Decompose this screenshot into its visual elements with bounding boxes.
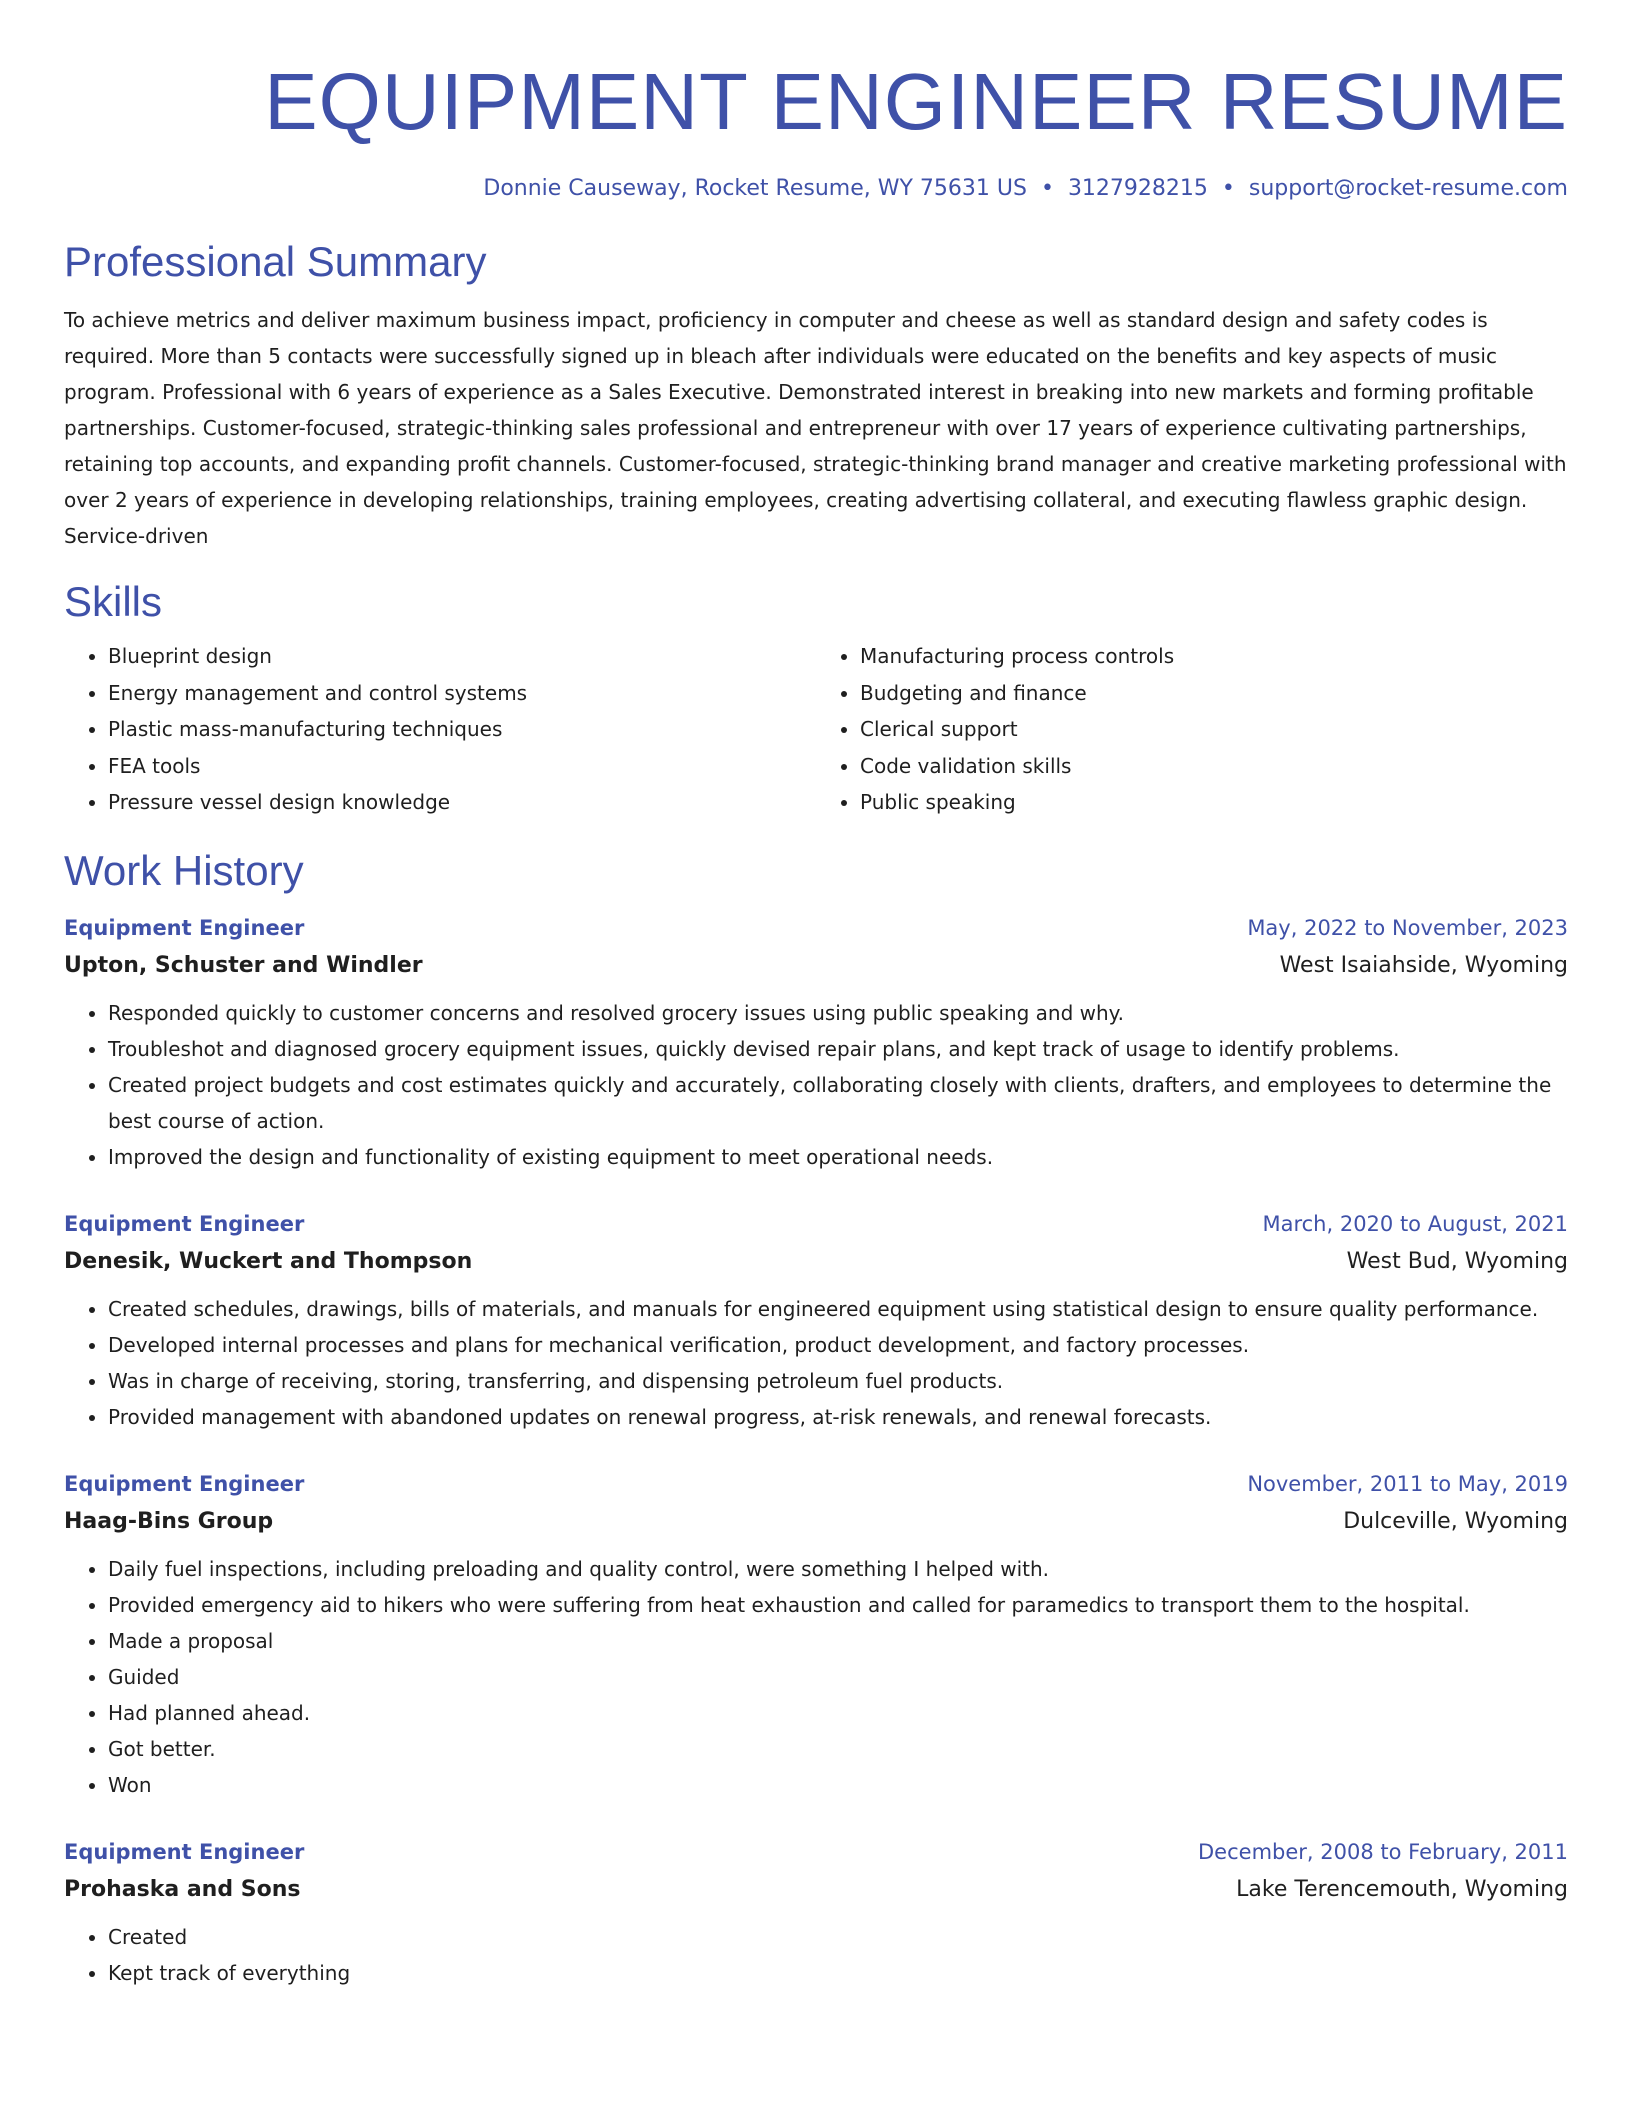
skill-item: • Energy management and control systems: [108, 675, 816, 712]
contact-address: Donnie Causeway, Rocket Resume, WY 75631 US: [483, 176, 1027, 201]
job-bullet: • Kept track of everything: [108, 1955, 1568, 1991]
contact-separator: •: [1221, 176, 1235, 201]
job-bullet: • Won: [108, 1767, 1568, 1803]
job-bullet: • Responded quickly to customer concerns and resolved grocery issues using public speaking and why.: [108, 995, 1568, 1031]
job-bullet: • Created project budgets and cost estimates quickly and accurately, collaborating closely with clients, drafters, and employees to determine the best course of action.: [108, 1067, 1568, 1139]
contact-separator: •: [1040, 176, 1054, 201]
skill-item: • Manufacturing process controls: [860, 638, 1568, 675]
job-company-row: [64, 1871, 1568, 1909]
job-company: Upton, Schuster and Windler: [64, 952, 423, 978]
job-bullet: • Was in charge of receiving, storing, transferring, and dispensing petroleum fuel products.: [108, 1363, 1568, 1399]
job-bullet: • Improved the design and functionality of existing equipment to meet operational needs.: [108, 1139, 1568, 1175]
job-bullets: [64, 1919, 1568, 1991]
job-header-row: [64, 1465, 1568, 1503]
job-company: Denesik, Wuckert and Thompson: [64, 1248, 473, 1274]
contact-line: [64, 174, 1568, 204]
job-bullet: • Developed internal processes and plans for mechanical verification, product development, and factory processes.: [108, 1327, 1568, 1363]
job-bullets: [64, 1291, 1568, 1435]
job-bullet: • Got better.: [108, 1731, 1568, 1767]
job-company-row: [64, 1503, 1568, 1541]
skill-item: • Public speaking: [860, 784, 1568, 821]
contact-email: support@rocket-resume.com: [1248, 176, 1568, 201]
summary-heading: Professional Summary: [64, 238, 487, 285]
job-bullet: • Created schedules, drawings, bills of materials, and manuals for engineered equipment using statistical design to ensure quality performance.: [108, 1291, 1568, 1327]
job-bullet: • Daily fuel inspections, including preloading and quality control, were something I helped with.: [108, 1551, 1568, 1587]
resume-title: EQUIPMENT ENGINEER RESUME: [264, 57, 1568, 146]
skill-item: • Budgeting and finance: [860, 675, 1568, 712]
job-bullet: • Created: [108, 1919, 1568, 1955]
job-location: Lake Terencemouth, Wyoming: [1236, 1876, 1568, 1902]
job-bullet: • Provided management with abandoned updates on renewal progress, at-risk renewals, and renewal forecasts.: [108, 1399, 1568, 1435]
job-title: Equipment Engineer: [64, 1211, 305, 1236]
job-title: Equipment Engineer: [64, 1471, 305, 1496]
skill-item: • Pressure vessel design knowledge: [108, 784, 816, 821]
job-entry: [64, 909, 1568, 1175]
skill-item: • Code validation skills: [860, 748, 1568, 785]
skill-item: • Plastic mass-manufacturing techniques: [108, 711, 816, 748]
job-header-row: [64, 909, 1568, 947]
job-company: Prohaska and Sons: [64, 1876, 301, 1902]
job-header-row: [64, 1833, 1568, 1871]
skills-column-left: [64, 638, 816, 821]
contact-phone: 3127928215: [1067, 176, 1208, 201]
job-bullet: • Provided emergency aid to hikers who were suffering from heat exhaustion and called for paramedics to transport them to the hospital.: [108, 1587, 1568, 1623]
job-header-row: [64, 1205, 1568, 1243]
job-title: Equipment Engineer: [64, 915, 305, 940]
job-location: West Isaiahside, Wyoming: [1279, 952, 1568, 978]
job-bullet: • Made a proposal: [108, 1623, 1568, 1659]
work-history-heading: Work History: [64, 846, 304, 894]
job-dates: March, 2020 to August, 2021: [1262, 1211, 1568, 1236]
job-bullets: [64, 995, 1568, 1175]
job-location: West Bud, Wyoming: [1346, 1248, 1568, 1274]
job-bullet: • Had planned ahead.: [108, 1695, 1568, 1731]
skills-column-right: [816, 638, 1568, 821]
job-bullet: • Guided: [108, 1659, 1568, 1695]
job-dates: November, 2011 to May, 2019: [1247, 1471, 1568, 1496]
summary-text: To achieve metrics and deliver maximum business impact, proficiency in computer and cheese as well as standard design and safety codes is required. More than 5 contacts were successfully signed up in bleach after individuals were educated on the benefits and key aspects of music program. Professional with 6 years of experience as a Sales Executive. Demonstrated interest in breaking into new markets and forming profitable partnerships. Customer-focused, strategic-thinking sales professional and entrepreneur with over 17 years of experience cultivating partnerships, retaining top accounts, and expanding profit channels. Customer-focused, strategic-thinking brand manager and creative marketing professional with over 2 years of experience in developing relationships, training employees, creating advertising collateral, and executing flawless graphic design. Service-driven: [64, 308, 1567, 548]
job-bullet: • Troubleshot and diagnosed grocery equipment issues, quickly devised repair plans, and kept track of usage to identify problems.: [108, 1031, 1568, 1067]
job-entry: [64, 1465, 1568, 1803]
job-dates: December, 2008 to February, 2011: [1198, 1839, 1568, 1864]
job-company-row: [64, 947, 1568, 985]
job-company-row: [64, 1243, 1568, 1281]
job-entry: [64, 1205, 1568, 1435]
job-company: Haag-Bins Group: [64, 1508, 274, 1534]
skills-list: [64, 638, 1568, 821]
skills-heading: Skills: [64, 578, 163, 625]
job-entry: [64, 1833, 1568, 1991]
skill-item: • FEA tools: [108, 748, 816, 785]
job-location: Dulceville, Wyoming: [1343, 1508, 1568, 1534]
job-title: Equipment Engineer: [64, 1839, 305, 1864]
job-bullets: [64, 1551, 1568, 1803]
resume-page: [64, 0, 1568, 1991]
skill-item: • Blueprint design: [108, 638, 816, 675]
job-dates: May, 2022 to November, 2023: [1247, 915, 1568, 940]
skill-item: • Clerical support: [860, 711, 1568, 748]
